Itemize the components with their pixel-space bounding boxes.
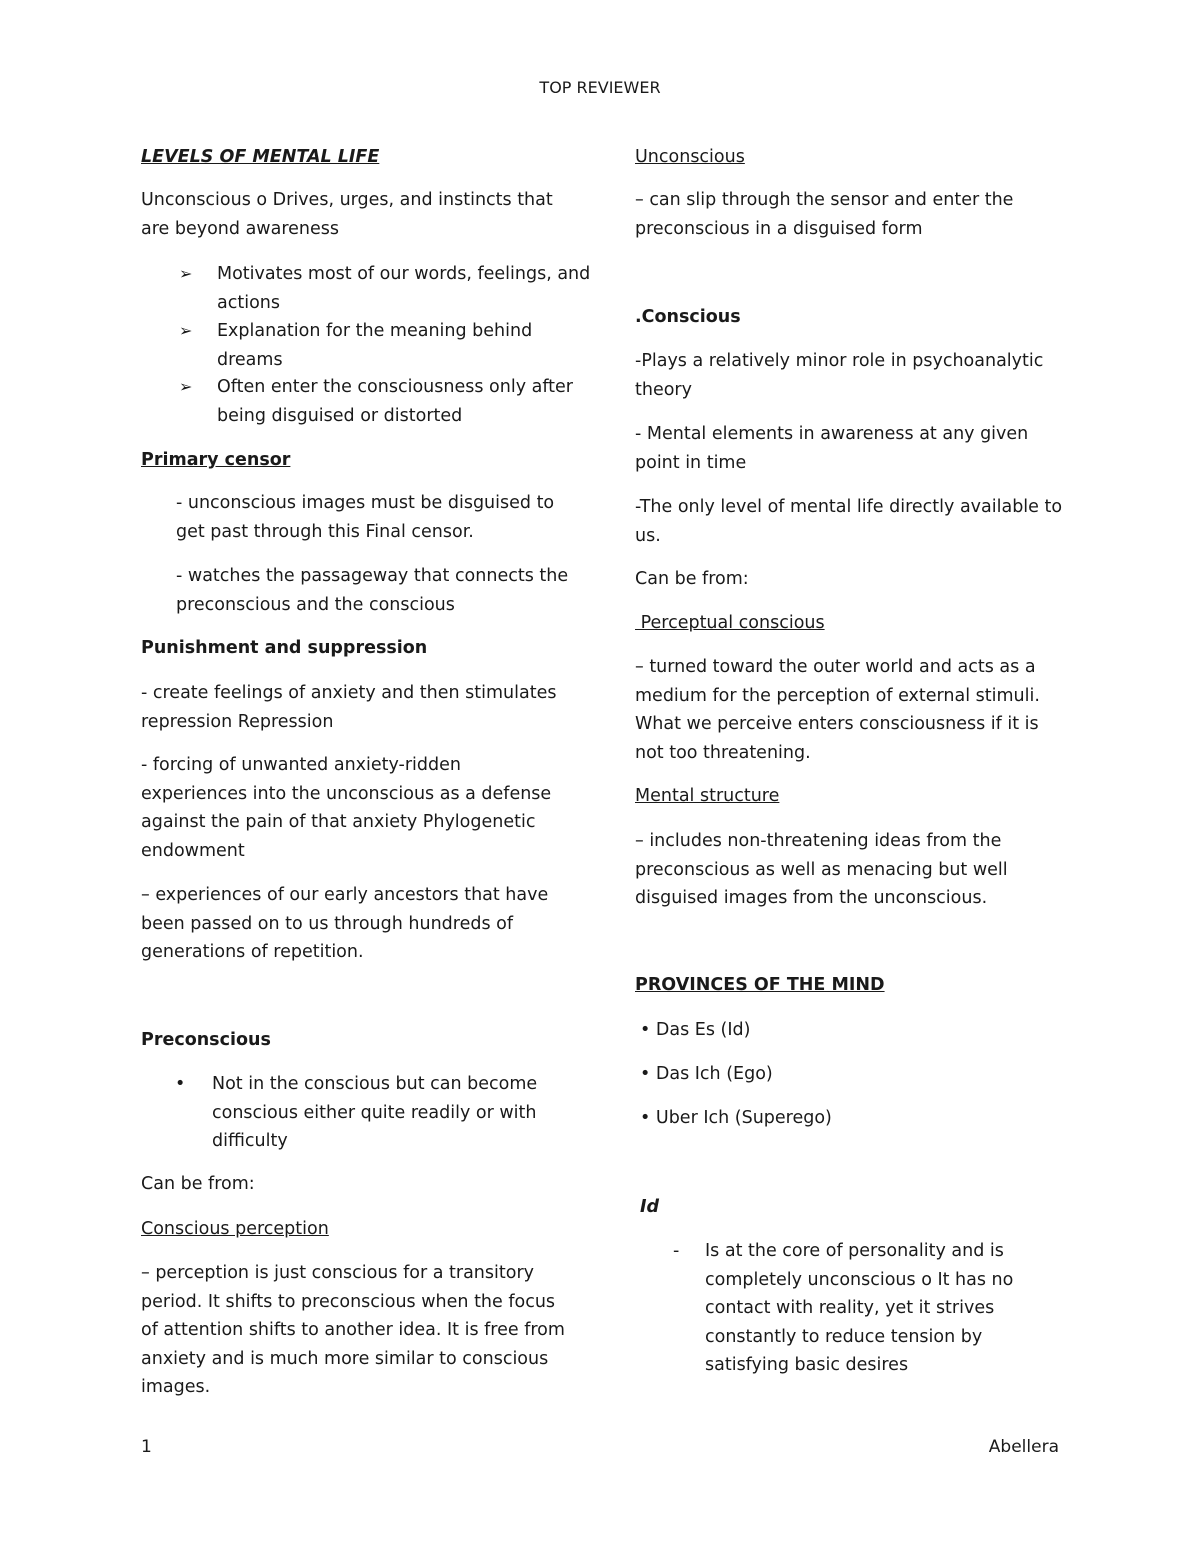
can-be-from: Can be from:: [635, 569, 749, 589]
primary-censor-line: - watches the passageway that connects the preconscious and the conscious: [176, 566, 569, 615]
footer-author: Abellera: [988, 1437, 1059, 1457]
conscious-heading: .Conscious: [635, 307, 741, 327]
punishment-heading: Punishment and suppression: [141, 638, 428, 658]
can-be-from: Can be from:: [141, 1174, 255, 1194]
mental-structure-heading: Mental structure: [635, 786, 780, 806]
conscious-perception-text: – perception is just conscious for a transitory period. It shifts to preconscious when the focus of attention shifts to another idea. It is free from anxiety and is much more similar to conscious images.: [141, 1263, 565, 1397]
perceptual-conscious-heading: Perceptual conscious: [635, 613, 825, 633]
punishment-p1: - create feelings of anxiety and then stimulates repression Repression: [141, 683, 557, 732]
unconscious-heading: Unconscious: [635, 147, 745, 167]
page-number: 1: [141, 1437, 152, 1457]
list-item: ➢ Explanation for the meaning behind dreams: [179, 317, 597, 374]
id-heading: Id: [640, 1197, 660, 1217]
list-item: • Not in the conscious but can become conscious either quite readily or with difficulty: [175, 1070, 582, 1156]
list-item: • Uber Ich (Superego): [640, 1108, 832, 1128]
page-header: TOP REVIEWER: [539, 78, 661, 97]
dash-bullet-icon: -: [673, 1241, 680, 1261]
provinces-heading: PROVINCES OF THE MIND: [635, 975, 885, 995]
arrow-bullet-icon: ➢: [179, 321, 193, 340]
levels-heading: LEVELS OF MENTAL LIFE: [141, 147, 380, 167]
conscious-p1: -Plays a relatively minor role in psychoanalytic theory: [635, 351, 1044, 400]
perceptual-conscious-text: – turned toward the outer world and acts as a medium for the perception of external stimuli. What we perceive enters consciousness if it is not too threatening.: [635, 657, 1040, 763]
mental-structure-text: – includes non-threatening ideas from the preconscious as well as menacing but well disguised images from the unconscious.: [635, 831, 1008, 908]
punishment-p3: – experiences of our early ancestors that have been passed on to us through hundreds of generations of repetition.: [141, 885, 549, 962]
list-item: • Das Es (Id): [640, 1020, 751, 1040]
arrow-bullet-icon: ➢: [179, 377, 193, 396]
preconscious-heading: Preconscious: [141, 1030, 271, 1050]
unconscious-text: – can slip through the sensor and enter the preconscious in a disguised form: [635, 190, 1014, 239]
conscious-p3: -The only level of mental life directly available to us.: [635, 497, 1063, 546]
conscious-p2: - Mental elements in awareness at any given point in time: [635, 424, 1029, 473]
list-item: • Das Ich (Ego): [640, 1064, 773, 1084]
arrow-bullet-icon: ➢: [179, 264, 193, 283]
punishment-p2: - forcing of unwanted anxiety-ridden experiences into the unconscious as a defense against the pain of that anxiety Phylogenetic endowment: [141, 755, 552, 861]
list-item: - Is at the core of personality and is completely unconscious o It has no contact with reality, yet it strives constantly to reduce tension by satisfying basic desires: [673, 1237, 1035, 1380]
conscious-perception-heading: Conscious perception: [141, 1219, 329, 1239]
list-item: ➢ Motivates most of our words, feelings, and actions: [179, 260, 597, 317]
bullet-dot-icon: •: [175, 1074, 186, 1094]
primary-censor-heading: Primary censor: [141, 450, 291, 470]
primary-censor-line: - unconscious images must be disguised to get past through this Final censor.: [176, 493, 555, 542]
unconscious-intro: Unconscious o Drives, urges, and instincts that are beyond awareness: [141, 190, 553, 239]
list-item: ➢ Often enter the consciousness only after being disguised or distorted: [179, 373, 597, 430]
